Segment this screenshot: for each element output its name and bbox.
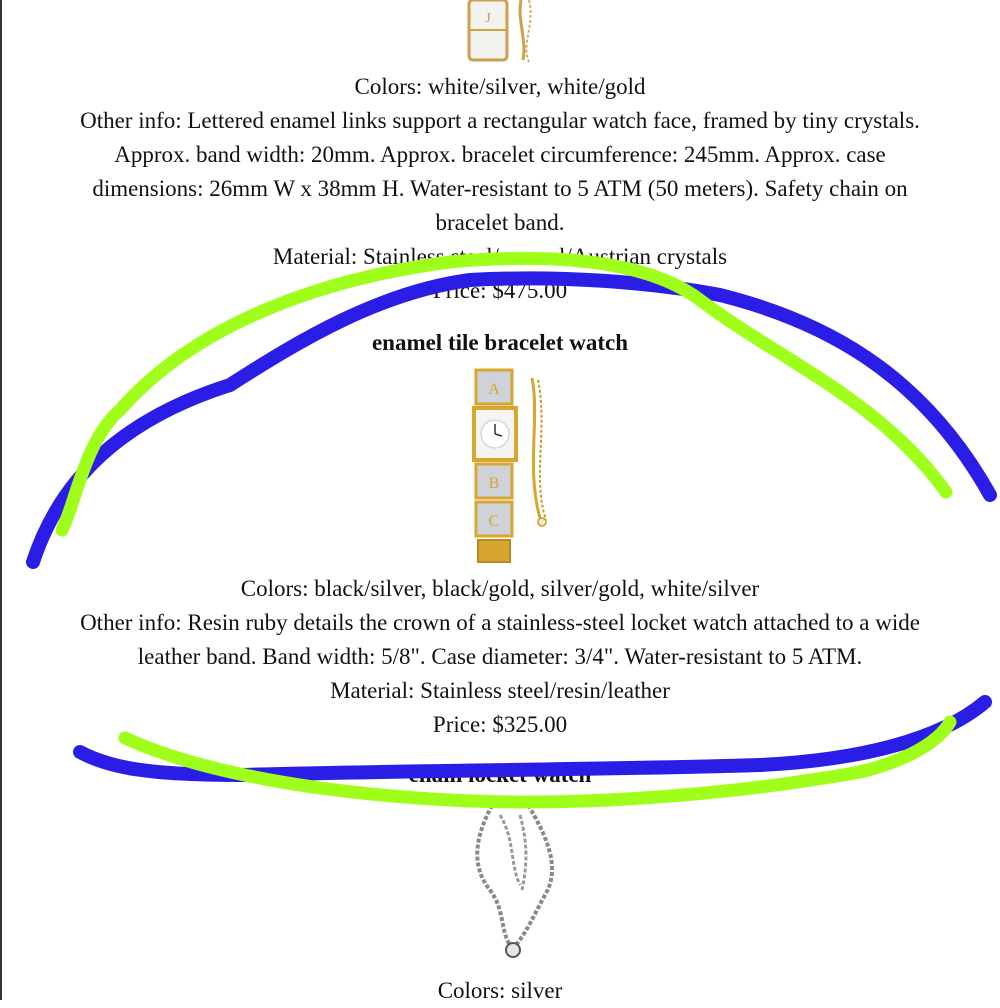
svg-text:B: B xyxy=(488,475,500,492)
product1-info-line-1: Other info: Lettered enamel links support a rectangular watch face, framed by tiny crystals. xyxy=(80,108,920,133)
product2-title[interactable]: enamel tile bracelet watch xyxy=(371,330,629,355)
enamel-tile-bracelet-watch-image[interactable] xyxy=(470,368,560,568)
svg-text:A: A xyxy=(488,381,500,398)
product1-colors: Colors: white/silver, white/gold xyxy=(354,74,646,99)
product2-colors: Colors: black/silver, black/gold, silver/gold, white/silver xyxy=(240,576,760,601)
product1-price: Price: $475.00 xyxy=(432,278,568,303)
product1-info-line-4: bracelet band. xyxy=(435,210,565,235)
product1-material: Material: Stainless steel/enamel/Austrian crystals xyxy=(272,244,728,269)
product3-colors: Colors: silver xyxy=(437,978,563,1003)
product3-title[interactable]: chain locket watch xyxy=(408,762,592,787)
product1-info-line-3: dimensions: 26mm W x 38mm H. Water-resistant to 5 ATM (50 meters). Safety chain on xyxy=(92,176,908,201)
bracelet-watch-image-top xyxy=(455,0,555,68)
svg-text:J: J xyxy=(485,11,491,26)
product2-info-line-2: leather band. Band width: 5/8". Case diameter: 3/4". Water-resistant to 5 ATM. xyxy=(137,644,863,669)
chain-locket-watch-image[interactable] xyxy=(450,795,580,965)
product2-material: Material: Stainless steel/resin/leather xyxy=(330,678,670,703)
product2-info-line-1: Other info: Resin ruby details the crown of a stainless-steel locket watch attached to a wide xyxy=(80,610,920,635)
product2-price: Price: $325.00 xyxy=(432,712,568,737)
svg-text:C: C xyxy=(488,513,500,530)
product1-info-line-2: Approx. band width: 20mm. Approx. bracelet circumference: 245mm. Approx. case xyxy=(114,142,886,167)
